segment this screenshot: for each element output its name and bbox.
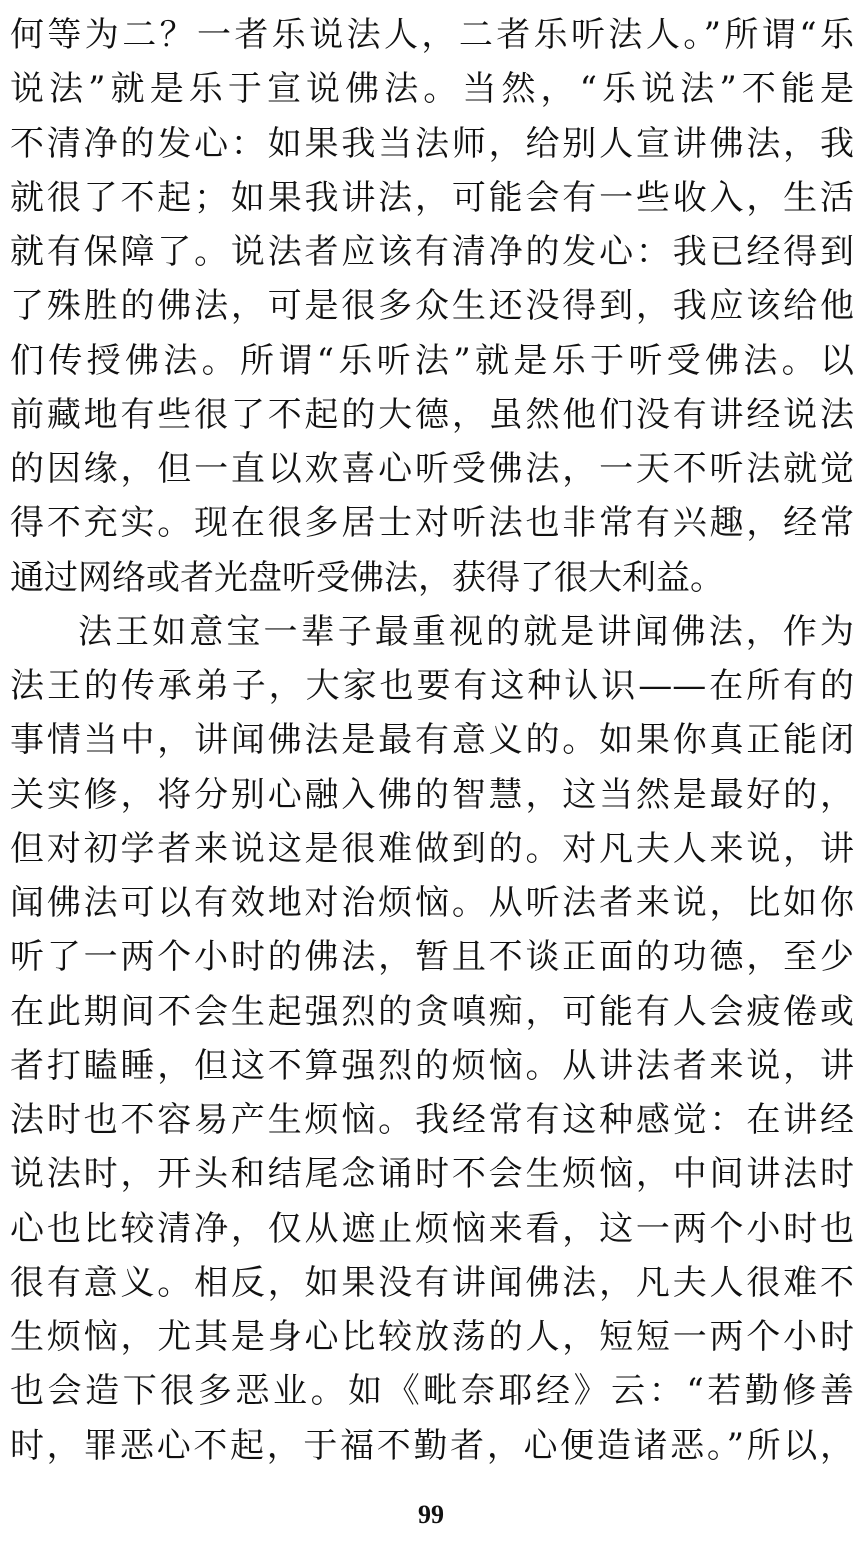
text-line: 在此期间不会生起强烈的贪嗔痴，可能有人会疲倦或 (10, 991, 854, 1032)
text-line: 事情当中，讲闻佛法是最有意义的。如果你真正能闭 (10, 720, 854, 761)
text-line: 得不充实。现在很多居士对听法也非常有兴趣，经常 (10, 503, 854, 544)
text-line: 前藏地有些很了不起的大德，虽然他们没有讲经说法 (10, 394, 854, 435)
text-line: 何等为二？一者乐说法人，二者乐听法人。”所谓“乐 (10, 15, 854, 55)
text-line: 不清净的发心：如果我当法师，给别人宣讲佛法，我 (10, 123, 854, 164)
text-line: 就有保障了。说法者应该有清净的发心：我已经得到 (10, 232, 854, 272)
text-line: 法时也不容易产生烦恼。我经常有这种感觉：在讲经 (10, 1100, 854, 1140)
text-line: 法王的传承弟子，大家也要有这种认识——在所有的 (10, 666, 854, 706)
paragraph (10, 8, 854, 605)
text-line: 也会造下很多恶业。如《毗奈耶经》云：“若勤修善 (10, 1371, 854, 1412)
text-line: 心也比较清净，仅从遮止烦恼来看，这一两个小时也 (10, 1208, 854, 1249)
text-line: 者打瞌睡，但这不算强烈的烦恼。从讲法者来说，讲 (10, 1045, 854, 1086)
text-line: 听了一两个小时的佛法，暂且不谈正面的功德，至少 (10, 937, 854, 978)
text-line: 说法时，开头和结尾念诵时不会生烦恼，中间讲法时 (10, 1154, 854, 1195)
text-line: 说法”就是乐于宣说佛法。当然，“乐说法”不能是 (10, 69, 854, 110)
page-body (10, 8, 854, 1468)
text-line: 闻佛法可以有效地对治烦恼。从听法者来说，比如你 (10, 883, 854, 923)
text-block (10, 8, 854, 1473)
text-line: 很有意义。相反，如果没有讲闻佛法，凡夫人很难不 (10, 1262, 854, 1303)
paragraph (10, 605, 854, 1473)
text-line: 的因缘，但一直以欢喜心听受佛法，一天不听法就觉 (10, 449, 854, 489)
text-line: 生烦恼，尤其是身心比较放荡的人，短短一两个小时 (10, 1317, 854, 1357)
text-line: 时，罪恶心不起，于福不勤者，心便造诸恶。”所以， (10, 1425, 854, 1466)
page-number: 99 (418, 1500, 444, 1529)
text-line: 通过网络或者光盘听受佛法，获得了很大利益。 (10, 557, 724, 598)
text-line: 们传授佛法。所谓“乐听法”就是乐于听受佛法。以 (10, 340, 854, 381)
text-line: 了殊胜的佛法，可是很多众生还没得到，我应该给他 (10, 286, 854, 327)
text-line: 法王如意宝一辈子最重视的就是讲闻佛法，作为 (78, 611, 854, 652)
text-line: 但对初学者来说这是很难做到的。对凡夫人来说，讲 (10, 828, 854, 869)
text-line: 关实修，将分别心融入佛的智慧，这当然是最好的， (10, 774, 854, 815)
text-line: 就很了不起；如果我讲法，可能会有一些收入，生活 (10, 177, 854, 218)
